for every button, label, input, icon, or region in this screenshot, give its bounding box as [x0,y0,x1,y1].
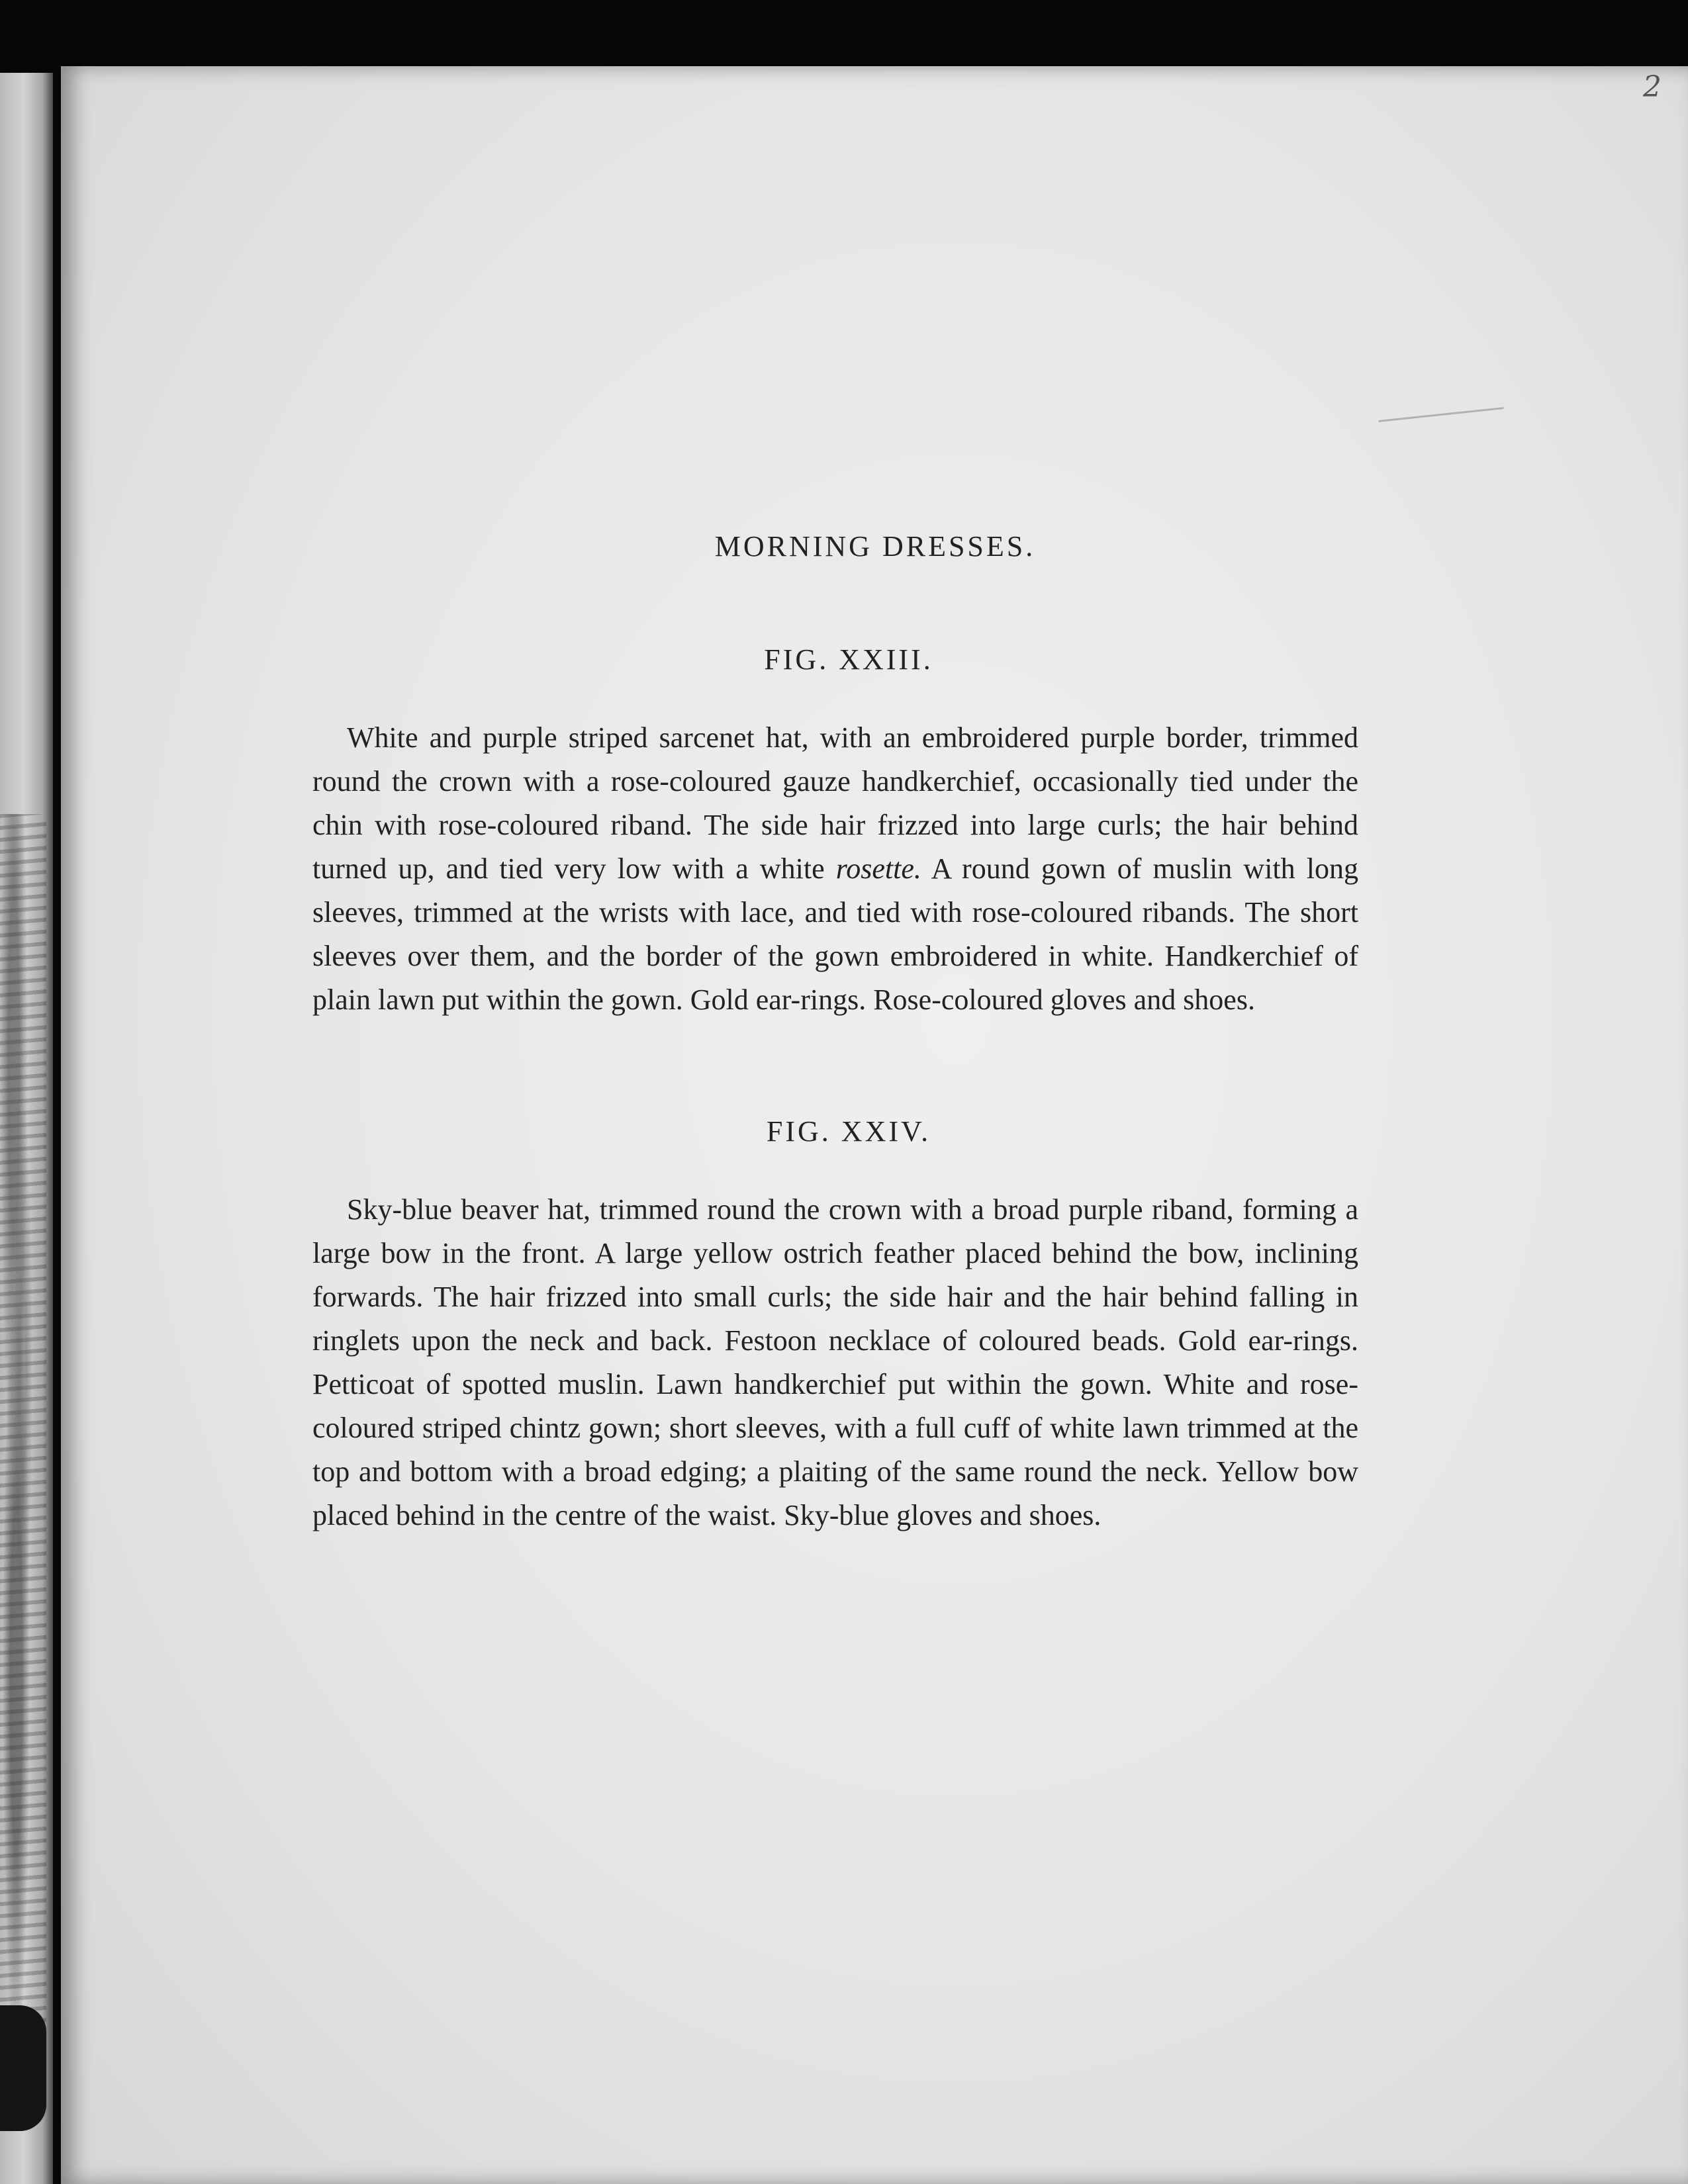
figure-heading-xxiv: FIG. XXIV. [766,1115,931,1148]
figure-description-xxiv: Sky-blue beaver hat, trimmed round the crown with a broad purple riband, forming a large bow in the front. A large yellow ostrich feather placed behind the bow, inclining forwards. The hair frizzed into small curls; the side hair and the hair behind falling in ringlets upon the neck and back. Festoon necklace of coloured beads. Gold ear-rings. Petticoat of spotted muslin. Lawn handkerchief put within the gown. White and rose-coloured striped chintz gown; short sleeves, with a full cuff of white lawn trimmed at the top and bottom with a broad edging; a plaiting of the same round the neck. Yellow bow placed behind in the centre of the waist. Sky-blue gloves and shoes. [312,1193,1358,1531]
book-page [61,66,1688,2184]
facing-page-illustration [0,814,46,2045]
description-text: A round gown of muslin with long sleeves, trimmed at the wrists with lace, and tied with rose-coloured ribands. The short sleeves over them, and the border of the gown embroidered in white. Handkerchief of plain lawn put within the gown. Gold ear-rings. Rose-coloured gloves and shoes. [312,852,1359,1016]
page-number: 2 [1643,70,1662,104]
figure-heading-xxiii: FIG. XXIII. [764,643,933,676]
page-title: MORNING DRESSES. [714,530,1036,563]
description-text: White and purple striped sarcenet hat, with an embroidered purple border, trimmed round the crown with a rose-coloured gauze handkerchief, occasionally tied under the chin with rose-coloured riband. The side hair frizzed into large curls; the hair behind turned up, and tied very low with a white [312,721,1358,885]
facing-page-shadow [0,2005,46,2131]
pencil-mark [1378,407,1503,422]
text-block [312,529,1358,1537]
italic-term: rosette. [835,852,921,885]
figure-description-xxiii [312,716,1358,1022]
facing-page-edge [0,73,53,2184]
